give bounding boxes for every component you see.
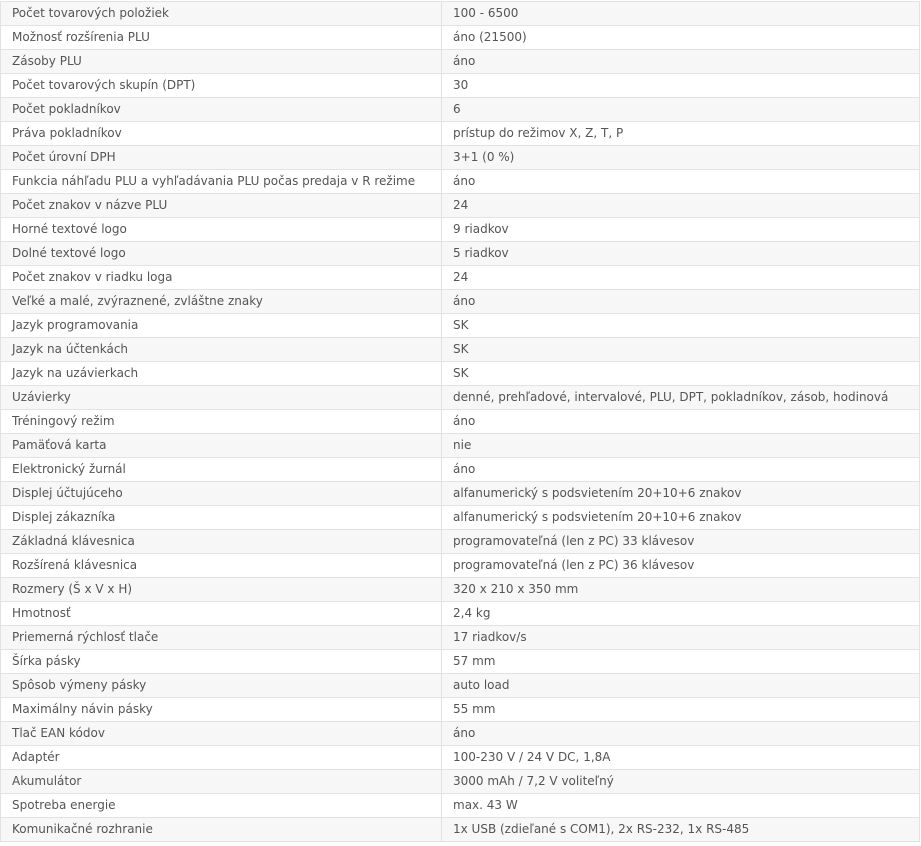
spec-value: 55 mm xyxy=(442,698,920,722)
spec-row xyxy=(1,122,920,146)
spec-value: áno xyxy=(442,722,920,746)
spec-row xyxy=(1,50,920,74)
spec-value: 3+1 (0 %) xyxy=(442,146,920,170)
spec-label: Priemerná rýchlosť tlače xyxy=(1,626,442,650)
spec-row xyxy=(1,242,920,266)
spec-value: alfanumerický s podsvietením 20+10+6 znakov xyxy=(442,482,920,506)
spec-label: Počet tovarových skupín (DPT) xyxy=(1,74,442,98)
spec-value: nie xyxy=(442,434,920,458)
spec-value: auto load xyxy=(442,674,920,698)
spec-row xyxy=(1,194,920,218)
spec-label: Uzávierky xyxy=(1,386,442,410)
spec-label: Akumulátor xyxy=(1,770,442,794)
spec-label: Základná klávesnica xyxy=(1,530,442,554)
spec-label: Horné textové logo xyxy=(1,218,442,242)
specifications-table-body xyxy=(1,2,920,842)
spec-label: Elektronický žurnál xyxy=(1,458,442,482)
spec-value: áno xyxy=(442,50,920,74)
spec-row xyxy=(1,746,920,770)
spec-value: programovateľná (len z PC) 36 klávesov xyxy=(442,554,920,578)
spec-row xyxy=(1,314,920,338)
spec-row xyxy=(1,74,920,98)
spec-row xyxy=(1,722,920,746)
spec-row xyxy=(1,698,920,722)
spec-row xyxy=(1,578,920,602)
spec-row xyxy=(1,266,920,290)
spec-row xyxy=(1,650,920,674)
spec-row xyxy=(1,218,920,242)
spec-value: prístup do režimov X, Z, T, P xyxy=(442,122,920,146)
spec-row xyxy=(1,554,920,578)
spec-row xyxy=(1,770,920,794)
spec-value: SK xyxy=(442,314,920,338)
spec-value: 17 riadkov/s xyxy=(442,626,920,650)
spec-value: 100-230 V / 24 V DC, 1,8A xyxy=(442,746,920,770)
spec-row xyxy=(1,2,920,26)
spec-label: Práva pokladníkov xyxy=(1,122,442,146)
spec-row xyxy=(1,362,920,386)
spec-label: Rozšírená klávesnica xyxy=(1,554,442,578)
spec-label: Jazyk na uzávierkach xyxy=(1,362,442,386)
spec-value: denné, prehľadové, intervalové, PLU, DPT, pokladníkov, zásob, hodinová xyxy=(442,386,920,410)
specifications-table xyxy=(0,1,920,842)
spec-label: Počet tovarových položiek xyxy=(1,2,442,26)
spec-row xyxy=(1,386,920,410)
spec-label: Šírka pásky xyxy=(1,650,442,674)
spec-label: Zásoby PLU xyxy=(1,50,442,74)
spec-label: Jazyk na účtenkách xyxy=(1,338,442,362)
spec-label: Rozmery (Š x V x H) xyxy=(1,578,442,602)
spec-value: 320 x 210 x 350 mm xyxy=(442,578,920,602)
spec-label: Pamäťová karta xyxy=(1,434,442,458)
spec-label: Počet pokladníkov xyxy=(1,98,442,122)
spec-label: Hmotnosť xyxy=(1,602,442,626)
spec-label: Počet úrovní DPH xyxy=(1,146,442,170)
spec-row xyxy=(1,458,920,482)
spec-value: 24 xyxy=(442,194,920,218)
spec-label: Spôsob výmeny pásky xyxy=(1,674,442,698)
spec-value: 6 xyxy=(442,98,920,122)
spec-label: Komunikačné rozhranie xyxy=(1,818,442,842)
spec-value: 3000 mAh / 7,2 V voliteľný xyxy=(442,770,920,794)
spec-label: Možnosť rozšírenia PLU xyxy=(1,26,442,50)
spec-label: Jazyk programovania xyxy=(1,314,442,338)
spec-label: Displej zákazníka xyxy=(1,506,442,530)
spec-value: programovateľná (len z PC) 33 klávesov xyxy=(442,530,920,554)
spec-row xyxy=(1,674,920,698)
spec-value: SK xyxy=(442,362,920,386)
spec-value: 2,4 kg xyxy=(442,602,920,626)
spec-label: Maximálny návin pásky xyxy=(1,698,442,722)
spec-row xyxy=(1,626,920,650)
spec-value: alfanumerický s podsvietením 20+10+6 znakov xyxy=(442,506,920,530)
spec-value: 1x USB (zdieľané s COM1), 2x RS-232, 1x RS-485 xyxy=(442,818,920,842)
spec-label: Tréningový režim xyxy=(1,410,442,434)
spec-value: áno xyxy=(442,290,920,314)
spec-value: áno (21500) xyxy=(442,26,920,50)
spec-value: 57 mm xyxy=(442,650,920,674)
spec-label: Spotreba energie xyxy=(1,794,442,818)
spec-label: Funkcia náhľadu PLU a vyhľadávania PLU počas predaja v R režime xyxy=(1,170,442,194)
spec-label: Displej účtujúceho xyxy=(1,482,442,506)
spec-value: áno xyxy=(442,170,920,194)
spec-label: Počet znakov v názve PLU xyxy=(1,194,442,218)
spec-row xyxy=(1,506,920,530)
spec-value: 100 - 6500 xyxy=(442,2,920,26)
spec-row xyxy=(1,290,920,314)
spec-value: SK xyxy=(442,338,920,362)
spec-row xyxy=(1,530,920,554)
spec-row xyxy=(1,26,920,50)
spec-value: áno xyxy=(442,458,920,482)
spec-value: 30 xyxy=(442,74,920,98)
spec-label: Dolné textové logo xyxy=(1,242,442,266)
spec-row xyxy=(1,818,920,842)
spec-label: Počet znakov v riadku loga xyxy=(1,266,442,290)
spec-row xyxy=(1,170,920,194)
spec-row xyxy=(1,482,920,506)
spec-value: 24 xyxy=(442,266,920,290)
spec-row xyxy=(1,410,920,434)
spec-label: Adaptér xyxy=(1,746,442,770)
spec-row xyxy=(1,434,920,458)
spec-row xyxy=(1,146,920,170)
spec-row xyxy=(1,98,920,122)
spec-value: áno xyxy=(442,410,920,434)
spec-row xyxy=(1,602,920,626)
spec-row xyxy=(1,794,920,818)
spec-value: 5 riadkov xyxy=(442,242,920,266)
spec-row xyxy=(1,338,920,362)
spec-label: Veľké a malé, zvýraznené, zvláštne znaky xyxy=(1,290,442,314)
spec-label: Tlač EAN kódov xyxy=(1,722,442,746)
spec-value: max. 43 W xyxy=(442,794,920,818)
spec-value: 9 riadkov xyxy=(442,218,920,242)
